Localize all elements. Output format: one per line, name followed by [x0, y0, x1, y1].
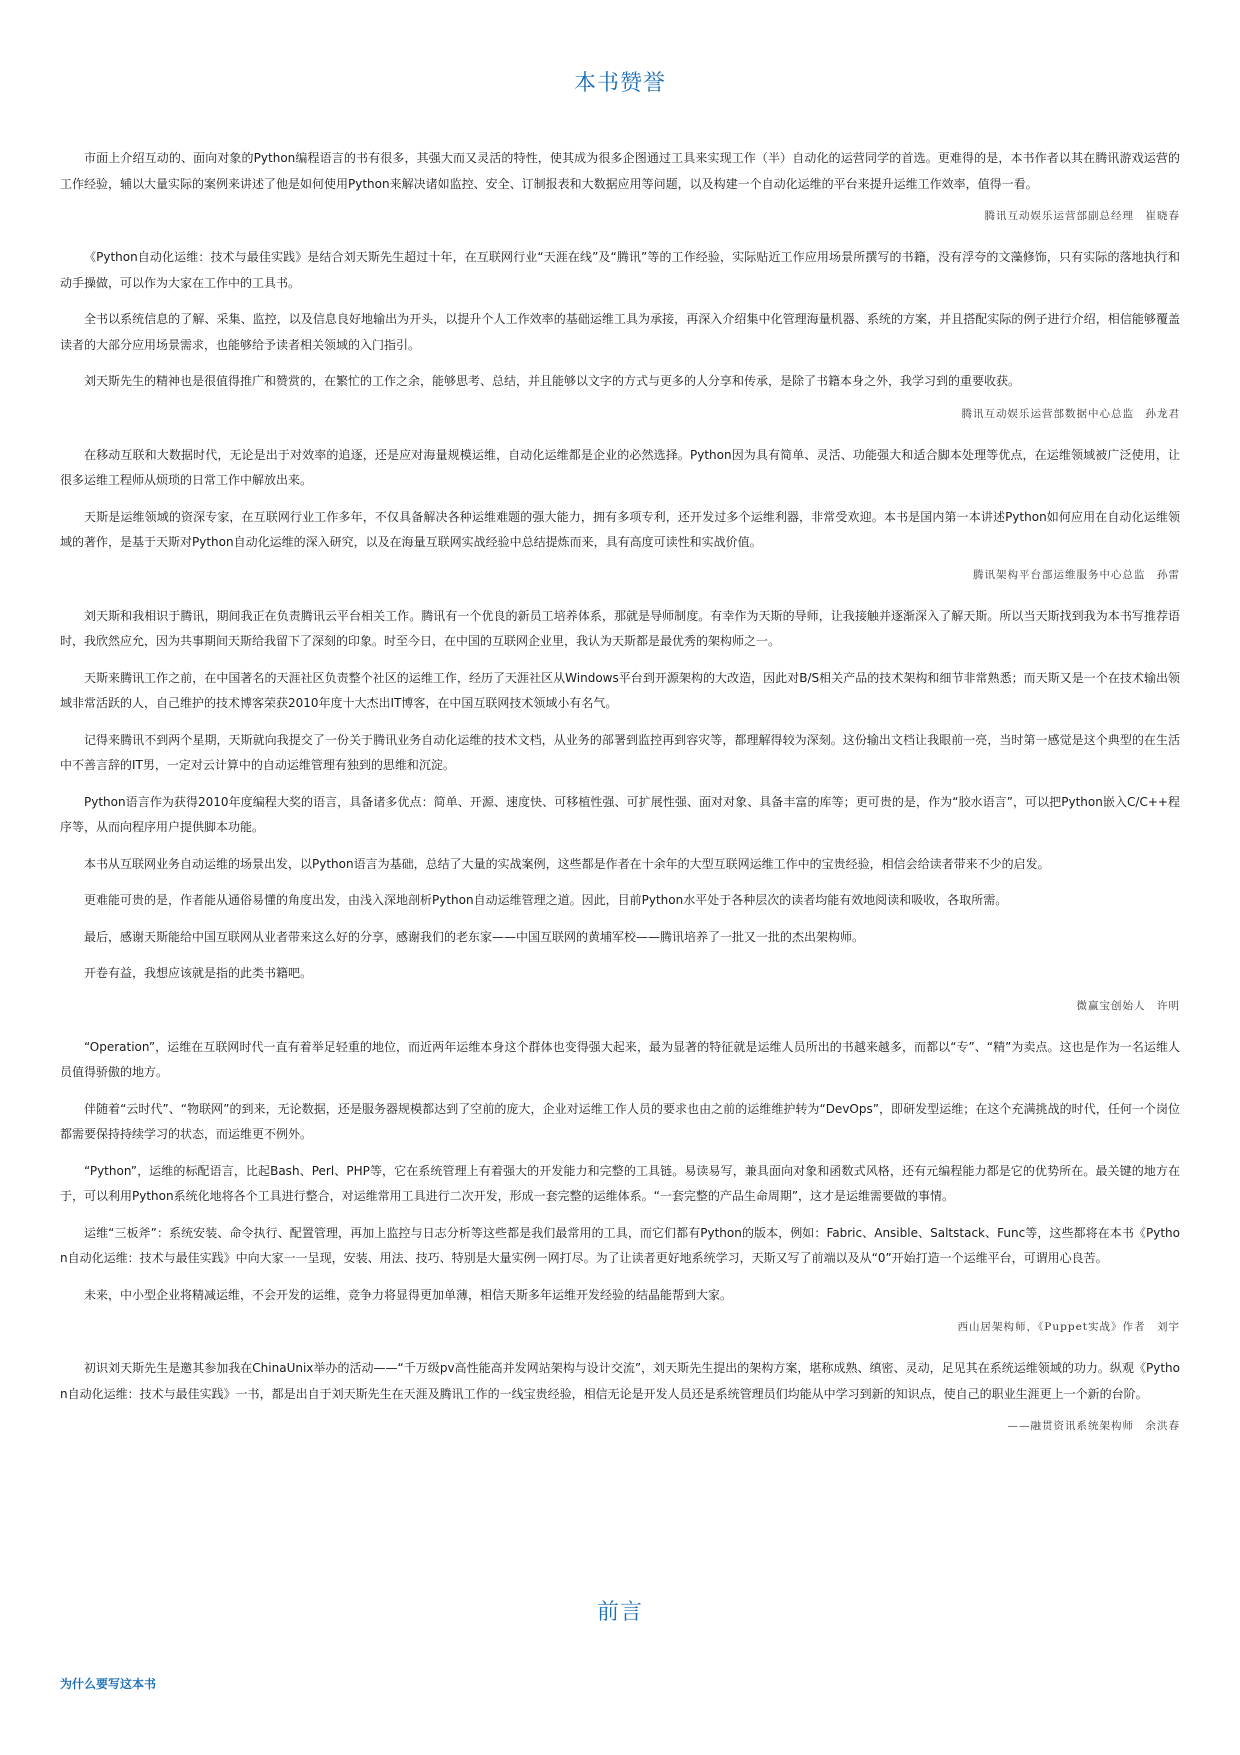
praise-block: [60, 1035, 1180, 1335]
praise-signature: 腾讯互动娱乐运营部副总经理 崔晓春: [984, 210, 1180, 222]
praise-paragraph: 市面上介绍互动的、面向对象的Python编程语言的书有很多，其强大而又灵活的特性，使其成为很多企图通过工具来实现工作（半）自动化的运营同学的首选。更难得的是，本书作者以其在腾讯游戏运营的工作经验，辅以大量实际的案例来讲述了他是如何使用Python来解决诸如监控、安全、订制报表和大数据应用等问题，以及构建一个自动化运维的平台来提升运维工作效率，值得一看。: [60, 151, 1180, 191]
praise-paragraph: 天斯来腾讯工作之前，在中国著名的天涯社区负责整个社区的运维工作，经历了天涯社区从Windows平台到开源架构的大改造，因此对B/S相关产品的技术架构和细节非常熟悉；而天斯又是一个在技术输出领域非常活跃的人，自己维护的技术博客荣获2010年度十大杰出IT博客，在中国互联网技术领域小有名气。: [60, 670, 1180, 710]
praise-paragraph: 在移动互联和大数据时代，无论是出于对效率的追逐，还是应对海量规模运维，自动化运维都是企业的必然选择。Python因为具有简单、灵活、功能强大和适合脚本处理等优点，在运维领域被广泛使用，让很多运维工程师从烦琐的日常工作中解放出来。: [60, 447, 1180, 487]
praise-block: [60, 443, 1180, 582]
praise-paragraph: 最后，感谢天斯能给中国互联网从业者带来这么好的分享，感谢我们的老东家——中国互联网的黄埔军校——腾讯培养了一批又一批的杰出架构师。: [84, 929, 865, 944]
praise-paragraph: 运维“三板斧”：系统安装、命令执行、配置管理，再加上监控与日志分析等这些都是我们最常用的工具，而它们都有Python的版本，例如：Fabric、Ansible、Saltstack、Func等，这些都将在本书《Python自动化运维：技术与最佳实践》中向大家一一呈现，安装、用法、技巧、特别是大量实例一网打尽。为了让读者更好地系统学习，天斯又写了前端以及从“0”开始打造一个运维平台，可谓用心良苦。: [60, 1225, 1180, 1265]
praise-block: [60, 1356, 1180, 1433]
preface-title: 前言: [596, 1600, 643, 1625]
praise-paragraph: 《Python自动化运维：技术与最佳实践》是结合刘天斯先生超过十年，在互联网行业“天涯在线”及“腾讯”等的工作经验，实际贴近工作应用场景所撰写的书籍，没有浮夸的文藻修饰，只有实际的落地执行和动手操做，可以作为大家在工作中的工具书。: [60, 250, 1180, 290]
praise-paragraph: 更难能可贵的是，作者能从通俗易懂的角度出发，由浅入深地剖析Python自动运维管理之道。因此，目前Python水平处于各种层次的读者均能有效地阅读和吸收，各取所需。: [84, 893, 1008, 907]
praise-paragraph: 刘天斯先生的精神也是很值得推广和赞赏的，在繁忙的工作之余，能够思考、总结，并且能够以文字的方式与更多的人分享和传承，是除了书籍本身之外，我学习到的重要收获。: [84, 374, 1021, 388]
praise-title: 本书赞誉: [573, 71, 666, 96]
praise-paragraph: 初识刘天斯先生是邀其参加我在ChinaUnix举办的活动——“千万级pv高性能高并发网站架构与设计交流”，刘天斯先生提出的架构方案，堪称成熟、缜密、灵动，足见其在系统运维领域的功力。纵观《Python自动化运维：技术与最佳实践》一书，都是出自于刘天斯先生在天涯及腾讯工作的一线宝贵经验，相信无论是开发人员还是系统管理员们均能从中学习到新的知识点，使自己的职业生涯更上一个新的台阶。: [60, 1361, 1180, 1401]
praise-paragraph: 伴随着“云时代”、“物联网”的到来，无论数据，还是服务器规模都达到了空前的庞大，企业对运维工作人员的要求也由之前的运维维护转为“DevOps”，即研发型运维；在这个充满挑战的时代，任何一个岗位都需要保持持续学习的状态，而运维更不例外。: [60, 1101, 1180, 1141]
praise-signature: 微赢宝创始人 许明: [1076, 999, 1180, 1012]
praise-paragraph: 记得来腾讯不到两个星期，天斯就向我提交了一份关于腾讯业务自动化运维的技术文档，从业务的部署到监控再到容灾等，都理解得较为深刻。这份输出文档让我眼前一亮，当时第一感觉是这个典型的在生活中不善言辞的IT男，一定对云计算中的自动运维管理有独到的思维和沉淀。: [60, 732, 1180, 772]
praise-block: [60, 245, 1180, 421]
praise-paragraph: 天斯是运维领域的资深专家，在互联网行业工作多年，不仅具备解决各种运维难题的强大能力，拥有多项专利，还开发过多个运维利器，非常受欢迎。本书是国内第一本讲述Python如何应用在自动化运维领域的著作，是基于天斯对Python自动化运维的深入研究，以及在海量互联网实战经验中总结提炼而来，具有高度可读性和实战价值。: [60, 509, 1180, 549]
praise-block: [60, 604, 1180, 1013]
praise-paragraph: 开卷有益，我想应该就是指的此类书籍吧。: [84, 966, 313, 980]
praise-paragraph: 全书以系统信息的了解、采集、监控，以及信息良好地输出为开头，以提升个人工作效率的基础运维工具为承接，再深入介绍集中化管理海量机器、系统的方案，并且搭配实际的例子进行介绍，相信能够覆盖读者的大部分应用场景需求，也能够给予读者相关领域的入门指引。: [60, 312, 1180, 352]
praise-signature: 腾讯互动娱乐运营部数据中心总监 孙龙君: [961, 407, 1180, 420]
praise-signature: 腾讯架构平台部运维服务中心总监 孙雷: [973, 568, 1180, 581]
praise-block: [60, 146, 1180, 223]
praise-paragraph: 本书从互联网业务自动运维的场景出发，以Python语言为基础，总结了大量的实战案例，这些都是作者在十余年的大型互联网运维工作中的宝贵经验，相信会给读者带来不少的启发。: [84, 856, 1050, 871]
praise-paragraph: 未来，中小型企业将精减运维，不会开发的运维，竞争力将显得更加单薄，相信天斯多年运维开发经验的结晶能帮到大家。: [84, 1287, 733, 1302]
praise-paragraph: 刘天斯和我相识于腾讯，期间我正在负责腾讯云平台相关工作。腾讯有一个优良的新员工培养体系，那就是导师制度。有幸作为天斯的导师，让我接触并逐渐深入了解天斯。所以当天斯找到我为本书写推荐语时，我欣然应允，因为共事期间天斯给我留下了深刻的印象。时至今日，在中国的互联网企业里，我认为天斯都是最优秀的架构师之一。: [60, 608, 1180, 648]
preface-subheading: 为什么要写这本书: [60, 1677, 157, 1691]
praise-body: [60, 146, 1180, 1455]
praise-paragraph: Python语言作为获得2010年度编程大奖的语言，具备诸多优点：简单、开源、速度快、可移植性强、可扩展性强、面对对象、具备丰富的库等；更可贵的是，作为“胶水语言”，可以把Python嵌入C/C++程序等，从而向程序用户提供脚本功能。: [60, 794, 1180, 834]
praise-signature: ——融贯资讯系统架构师 余洪春: [1007, 1420, 1180, 1432]
praise-signature: 西山居架构师，《Puppet实战》作者 刘宇: [957, 1321, 1180, 1333]
praise-paragraph: “Python”，运维的标配语言，比起Bash、Perl、PHP等，它在系统管理上有着强大的开发能力和完整的工具链。易读易写，兼具面向对象和函数式风格，还有元编程能力都是它的优势所在。最关键的地方在于，可以利用Python系统化地将各个工具进行整合，对运维常用工具进行二次开发，形成一套完整的运维体系。“一套完整的产品生命周期”，这才是运维需要做的事情。: [60, 1163, 1180, 1203]
praise-paragraph: “Operation”，运维在互联网时代一直有着举足轻重的地位，而近两年运维本身这个群体也变得强大起来，最为显著的特征就是运维人员所出的书越来越多，而都以“专”、“精”为卖点。这也是作为一名运维人员值得骄傲的地方。: [60, 1039, 1180, 1079]
